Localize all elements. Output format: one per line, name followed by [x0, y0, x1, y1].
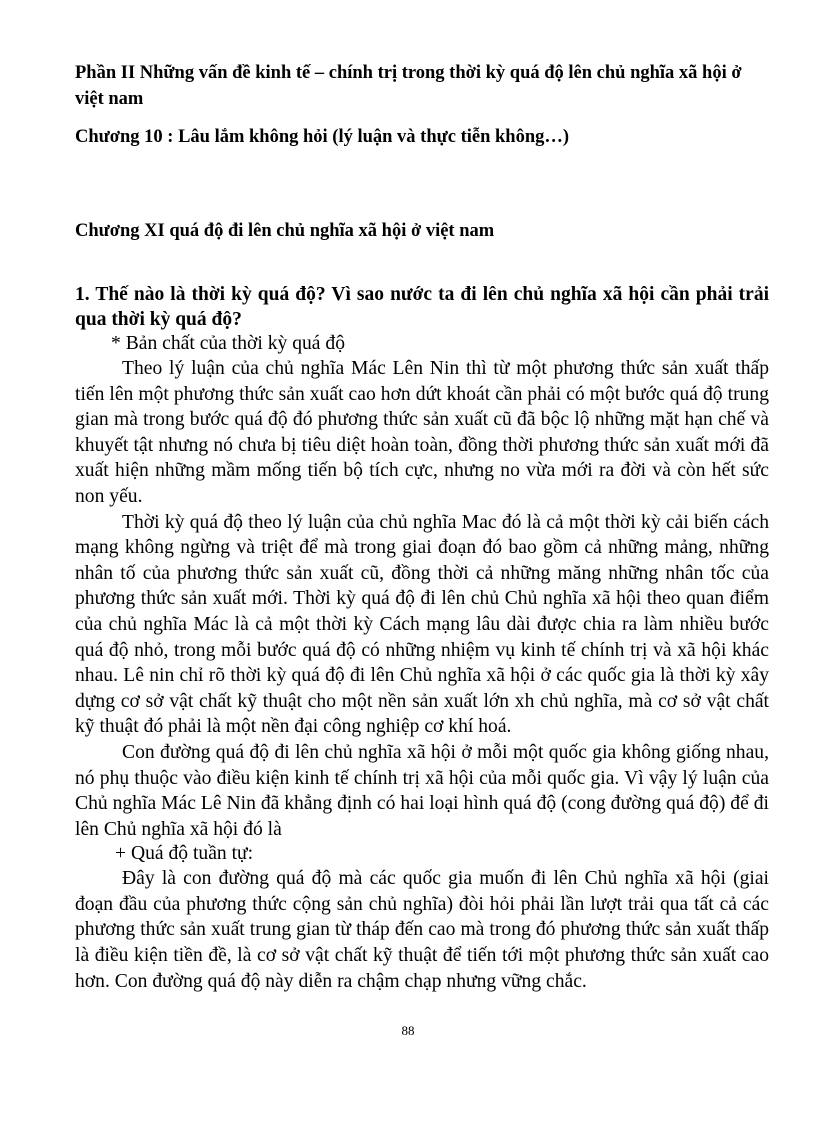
subheading-sequential: + Quá độ tuần tự:: [115, 843, 254, 865]
chapter-11-title: Chương XI quá độ đi lên chủ nghĩa xã hội ở việt nam: [75, 221, 495, 241]
page-number: 88: [401, 1023, 415, 1038]
paragraph: Thời kỳ quá độ theo lý luận của chủ nghĩa Mac đó là cả một thời kỳ cải biến cách mạng không ngừng và triệt để mà trong giai đoạn đó bao gồm cả những mảng, những nhân tố của phương thức sản xuất cũ, đồng thời cả những măng những nhân tốc của phương thức sản xuất mới. Thời kỳ quá độ đi lên chủ Chủ nghĩa xã hội theo quan điểm của chủ nghĩa Mác là cả một thời kỳ Cách mạng lâu dài được chia ra làm nhiều bước quá độ nhỏ, trong mỗi bước quá độ có những nhiệm vụ kinh tế chính trị và xã hội khác nhau. Lê nin chỉ rõ thời kỳ quá độ đi lên Chủ nghĩa xã hội ở các quốc gia là thời kỳ xây dựng cơ sở vật chất kỹ thuật cho một nền sản xuất lớn xh chủ nghĩa, mà cơ sở vật chất kỹ thuật đó phải là một nền đại công nghiệp cơ khí hoá.: [75, 511, 769, 738]
paragraph: Theo lý luận của chủ nghĩa Mác Lên Nin thì từ một phương thức sản xuất thấp tiến lên một phương thức sản xuất cao hơn dứt khoát cần phải có một bước quá độ trung gian mà trong bước quá độ đó phương thức sản xuất cũ đã bộc lộ những mặt hạn chế và khuyết tật nhưng nó chưa bị tiêu diệt hoàn toàn, đồng thời phương thức sản xuất mới đã xuất hiện những mầm mống tiến bộ tích cực, nhưng no vừa mới ra đời và còn hết sức non yếu.: [75, 358, 769, 507]
paragraph: Con đường quá độ đi lên chủ nghĩa xã hội ở mỗi một quốc gia không giống nhau, nó phụ thuộc vào điều kiện kinh tế chính trị xã hội của mỗi quốc gia. Vì vậy lý luận của Chủ nghĩa Mác Lê Nin đã khẳng định có hai loại hình quá độ (cong đường quá độ) để đi lên Chủ nghĩa xã hội đó là: [75, 741, 769, 840]
paragraph: Đây là con đường quá độ mà các quốc gia muốn đi lên Chủ nghĩa xã hội (giai đoạn đầu của phương thức cộng sản chủ nghĩa) đòi hỏi phải lần lượt trải qua tất cả các phương thức sản xuất trung gian từ tháp đến cao mà trong đó phương thức sản xuất thấp là điều kiện tiền đề, là cơ sở vật chất kỹ thuật để tiến tới một phương thức sản xuất cao hơn. Con đường quá độ này diễn ra chậm chạp nhưng vững chắc.: [75, 868, 769, 992]
chapter-10-title: Chương 10 : Lâu lắm không hỏi (lý luận và thực tiễn không…): [75, 127, 570, 147]
subheading-nature: * Bản chất của thời kỳ quá độ: [111, 333, 345, 354]
document-page: [75, 60, 769, 994]
part-title: Phần II Những vấn đề kinh tế – chính trị trong thời kỳ quá độ lên chủ nghĩa xã hội ở việt nam: [75, 63, 742, 109]
question-heading: 1. Thế nào là thời kỳ quá độ? Vì sao nước ta đi lên chủ nghĩa xã hội cần phải trải qua thời kỳ quá độ?: [75, 284, 769, 330]
